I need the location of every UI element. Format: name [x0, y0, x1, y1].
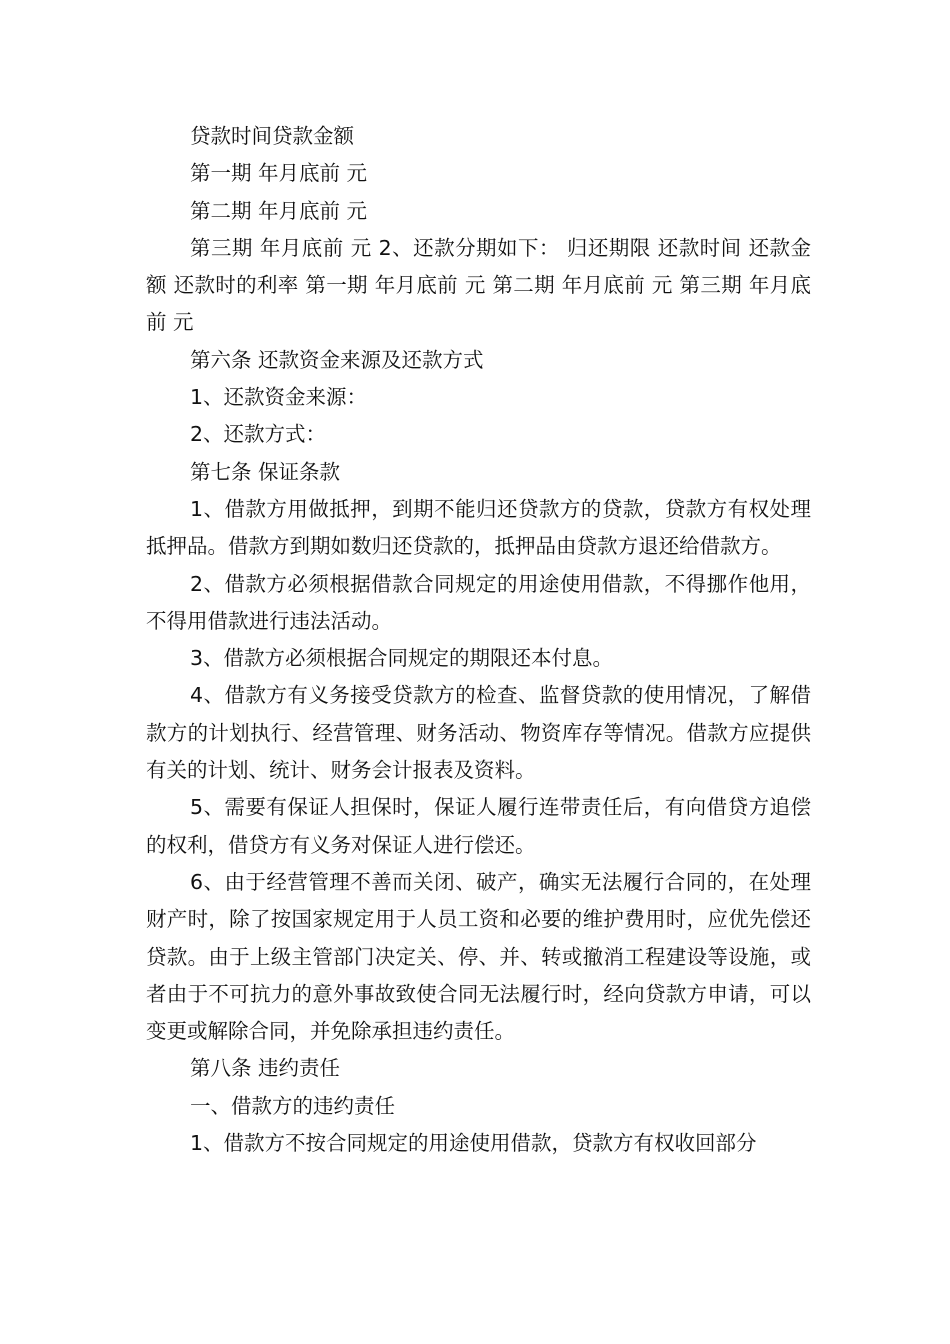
- paragraph-guarantee-1: 1、借款方用做抵押，到期不能归还贷款方的贷款，贷款方有权处理抵押品。借款方到期如数归还贷款的，抵押品由贷款方退还给借款方。: [146, 496, 811, 559]
- paragraph-guarantee-5: 5、需要有保证人担保时，保证人履行连带责任后，有向借贷方追偿的权利，借贷方有义务对保证人进行偿还。: [146, 795, 811, 857]
- paragraph-phase-2: 第二期 年月底前 元: [190, 198, 368, 223]
- paragraph-guarantee-6: 6、由于经营管理不善而关闭、破产，确实无法履行合同的，在处理财产时，除了按国家规定用于人员工资和必要的维护费用时，应优先偿还贷款。由于上级主管部门决定关、停、并、转或撤消工程建设等设施，或者由于不可抗力的意外事故致使合同无法履行时，经向贷款方申请，可以变更或解除合同，并免除承担违约责任。: [146, 869, 811, 1044]
- document-body: [146, 118, 811, 1162]
- paragraph-repayment-method: 2、还款方式：: [190, 422, 327, 447]
- paragraph-guarantee-3: 3、借款方必须根据合同规定的期限还本付息。: [190, 646, 614, 671]
- paragraph-guarantee-2: 2、借款方必须根据借款合同规定的用途使用借款，不得挪作他用，不得用借款进行违法活动。: [146, 571, 811, 633]
- paragraph-guarantee-4: 4、借款方有义务接受贷款方的检查、监督贷款的使用情况，了解借款方的计划执行、经营管理、财务活动、物资库存等情况。借款方应提供有关的计划、统计、财务会计报表及资料。: [146, 683, 811, 783]
- paragraph-phase-1: 第一期 年月底前 元: [190, 161, 368, 186]
- paragraph-borrower-liability-1: 1、借款方不按合同规定的用途使用借款，贷款方有权收回部分: [190, 1131, 757, 1156]
- paragraph-phase-3-repayment: 第三期 年月底前 元 2、还款分期如下： 归还期限 还款时间 还款金额 还款时的利率 第一期 年月底前 元 第二期 年月底前 元 第三期 年月底前 元: [146, 235, 811, 335]
- paragraph-borrower-liability-heading: 一、借款方的违约责任: [190, 1093, 395, 1118]
- article-7-heading: 第七条 保证条款: [190, 459, 341, 484]
- article-6-heading: 第六条 还款资金来源及还款方式: [190, 347, 484, 372]
- paragraph-repayment-source: 1、还款资金来源：: [190, 385, 368, 410]
- article-8-heading: 第八条 违约责任: [190, 1056, 341, 1081]
- paragraph-loan-schedule-header: 贷款时间贷款金额: [190, 124, 354, 148]
